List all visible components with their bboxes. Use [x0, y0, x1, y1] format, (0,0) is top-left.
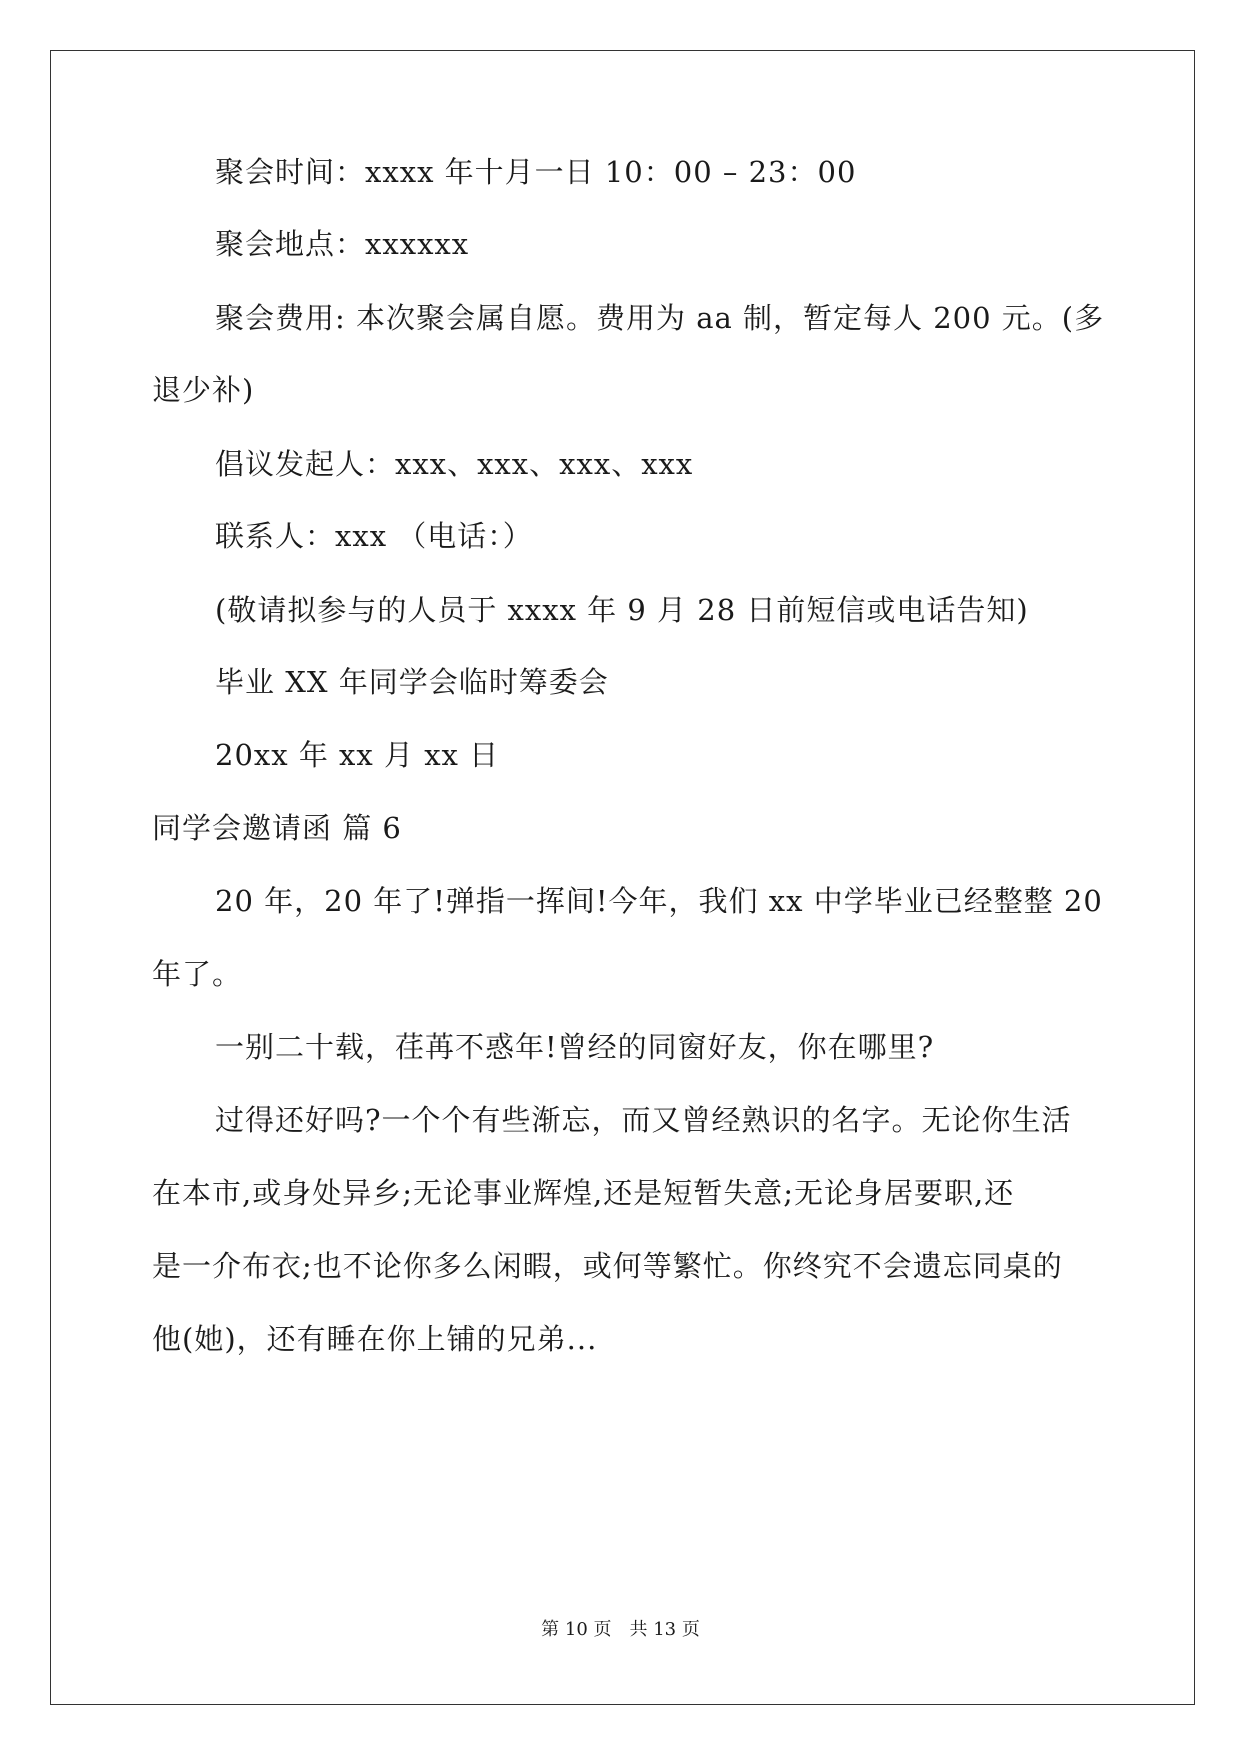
meeting-time-line: 聚会时间：xxxx 年十月一日 10：00 – 23：00 — [215, 155, 857, 189]
paragraph-line: 20 年，20 年了!弹指一挥间!今年，我们 xx 中学毕业已经整整 20 — [215, 884, 1103, 918]
paragraph-line: 年了。 — [152, 957, 243, 991]
meeting-fee-line-continued: 退少补) — [152, 373, 255, 407]
page-number-footer: 第 10 页 共 13 页 — [541, 1619, 700, 1640]
committee-signature-line: 毕业 XX 年同学会临时筹委会 — [215, 665, 609, 699]
paragraph-line: 在本市,或身处异乡;无论事业辉煌,还是短暂失意;无论身居要职,还 — [152, 1176, 1015, 1210]
paragraph-line: 是一介布衣;也不论你多么闲暇，或何等繁忙。你终究不会遗忘同桌的 — [152, 1249, 1063, 1283]
paragraph-line: 他(她)，还有睡在你上铺的兄弟... — [152, 1322, 598, 1356]
meeting-fee-line: 聚会费用: 本次聚会属自愿。费用为 aa 制，暂定每人 200 元。(多 — [215, 301, 1105, 335]
date-line: 20xx 年 xx 月 xx 日 — [215, 738, 500, 772]
initiators-line: 倡议发起人：xxx、xxx、xxx、xxx — [215, 447, 694, 481]
meeting-place-line: 聚会地点：xxxxxx — [215, 227, 470, 261]
rsvp-note-line: (敬请拟参与的人员于 xxxx 年 9 月 28 日前短信或电话告知) — [215, 593, 1029, 627]
contact-line: 联系人：xxx （电话：） — [215, 519, 533, 553]
section-heading: 同学会邀请函 篇 6 — [152, 811, 402, 845]
paragraph-line: 过得还好吗?一个个有些渐忘，而又曾经熟识的名字。无论你生活 — [215, 1103, 1072, 1137]
paragraph-line: 一别二十载，荏苒不惑年!曾经的同窗好友，你在哪里? — [215, 1030, 935, 1064]
